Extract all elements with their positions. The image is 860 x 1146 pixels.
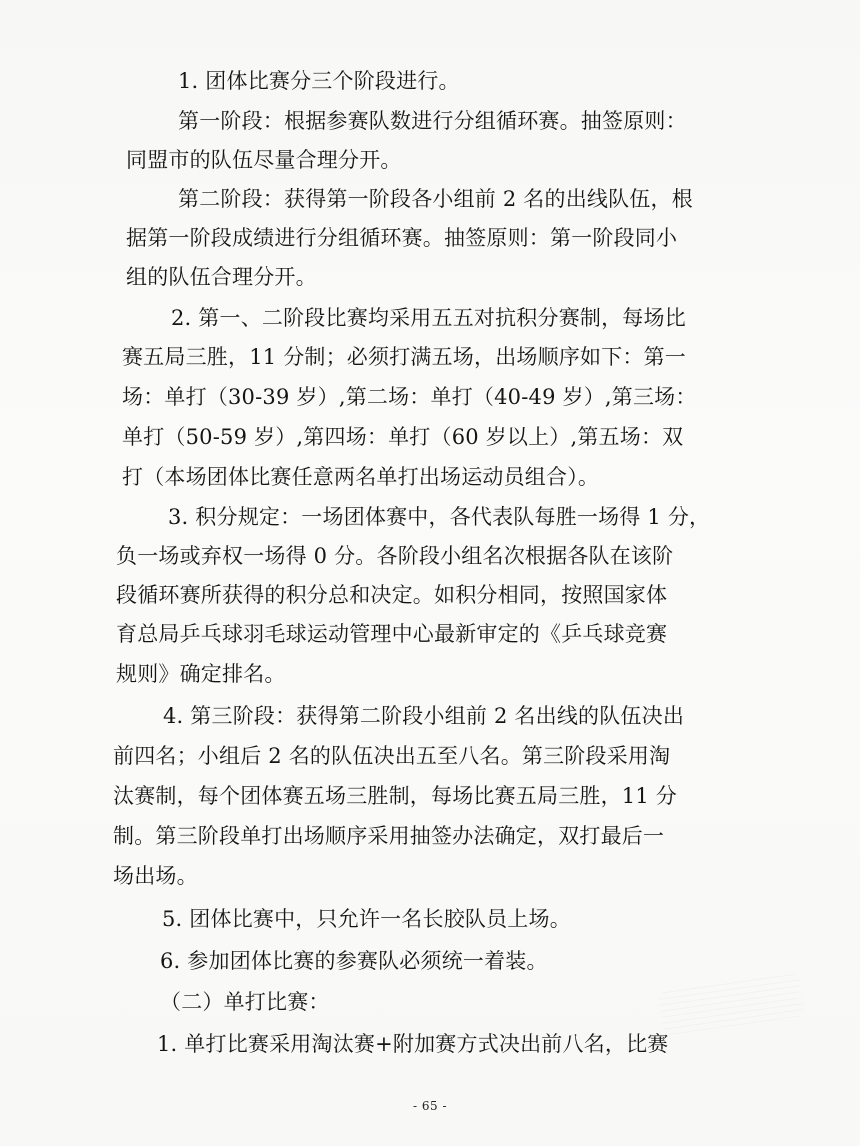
text-line-5: 据第一阶段成绩进行分组循环赛。抽签原则：第一阶段同小 [126, 226, 678, 250]
text-line-24: （二）单打比赛： [160, 990, 330, 1014]
text-line-9: 场：单打（30-39 岁）,第二场：单打（40-49 岁）,第三场： [122, 385, 697, 409]
text-line-6: 组的队伍合理分开。 [126, 265, 317, 289]
text-line-14: 段循环赛所获得的积分总和决定。如积分相同，按照国家体 [116, 583, 668, 607]
text-line-4: 第二阶段：获得第一阶段各小组前 2 名的出线队伍，根 [178, 187, 693, 211]
text-line-8: 赛五局三胜，11 分制；必须打满五场，出场顺序如下：第一 [122, 345, 686, 369]
text-line-19: 汰赛制，每个团体赛五场三胜制，每场比赛五局三胜，11 分 [113, 784, 677, 808]
text-line-25: 1. 单打比赛采用淘汰赛+附加赛方式决出前八名，比赛 [157, 1032, 669, 1056]
text-line-18: 前四名；小组后 2 名的队伍决出五至八名。第三阶段采用淘 [113, 744, 671, 768]
text-line-1: 1. 团体比赛分三个阶段进行。 [178, 69, 460, 93]
page-number: - 65 - [412, 1099, 447, 1113]
text-line-7: 2. 第一、二阶段比赛均采用五五对抗积分赛制，每场比 [171, 306, 686, 330]
text-line-11: 打（本场团体比赛任意两名单打出场运动员组合）。 [122, 465, 600, 489]
text-line-21: 场出场。 [113, 864, 198, 888]
text-line-13: 负一场或弃权一场得 0 分。各阶段小组名次根据各队在该阶 [116, 544, 674, 568]
text-line-20: 制。第三阶段单打出场顺序采用抽签办法确定，双打最后一 [113, 824, 665, 848]
text-line-10: 单打（50-59 岁）,第四场：单打（60 岁以上）,第五场：双 [122, 425, 684, 449]
text-line-17: 4. 第三阶段：获得第二阶段小组前 2 名出线的队伍决出 [163, 704, 685, 728]
text-line-22: 5. 团体比赛中，只允许一名长胶队员上场。 [162, 907, 571, 931]
text-line-3: 同盟市的队伍尽量合理分开。 [126, 148, 402, 172]
text-line-23: 6. 参加团体比赛的参赛队必须统一着装。 [160, 949, 548, 973]
scan-smudge [658, 972, 805, 1035]
text-line-12: 3. 积分规定：一场团体赛中，各代表队每胜一场得 1 分， [168, 505, 711, 529]
text-line-16: 规则》确定排名。 [116, 662, 286, 686]
text-line-2: 第一阶段：根据参赛队数进行分组循环赛。抽签原则： [178, 109, 687, 133]
text-line-15: 育总局乒乓球羽毛球运动管理中心最新审定的《乒乓球竞赛 [116, 622, 668, 646]
